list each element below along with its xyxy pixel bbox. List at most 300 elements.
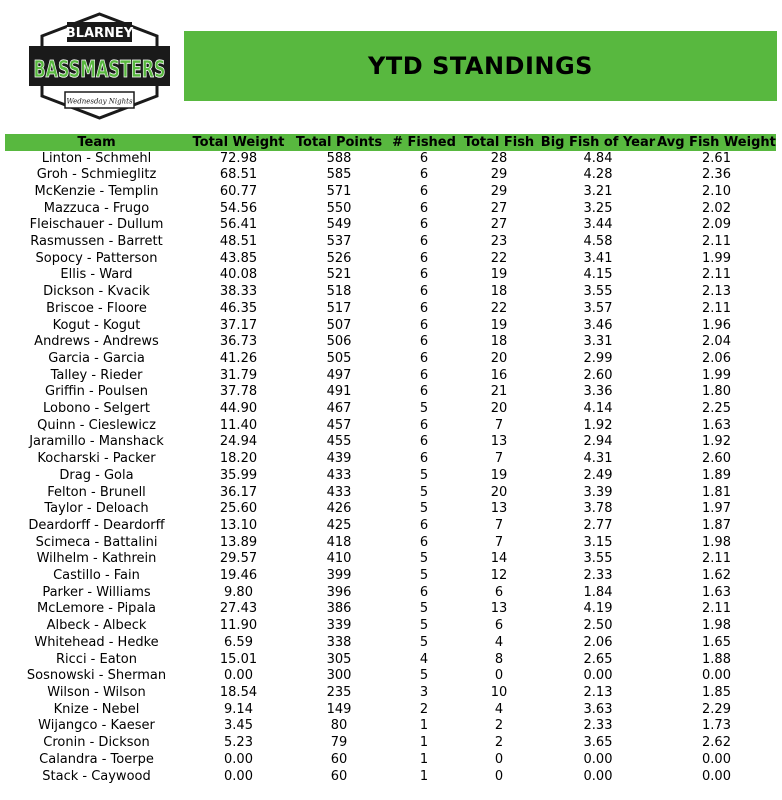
- cell-big-fish: 3.15: [583, 534, 613, 550]
- cell-avg-fish-weight: 1.73: [702, 718, 731, 734]
- cell-team: Griffin - Poulsen: [45, 384, 148, 400]
- cell-big-fish: 4.14: [583, 401, 613, 417]
- cell-avg-fish-weight: 2.11: [702, 551, 731, 567]
- cell-team: Linton - Schmehl: [41, 150, 152, 166]
- table-row: [5, 652, 776, 669]
- cell-avg-fish-weight: 2.29: [702, 701, 731, 717]
- cell-big-fish: 3.21: [583, 183, 613, 199]
- cell-num-fished: 6: [419, 434, 429, 450]
- cell-total-fish: 22: [490, 300, 508, 316]
- table-row: [5, 702, 776, 719]
- header-avg-fish-weight: Avg Fish Weight: [657, 134, 776, 150]
- cell-total-fish: 20: [490, 401, 508, 417]
- cell-total-fish: 19: [490, 267, 508, 283]
- cell-total-points: 491: [326, 384, 352, 400]
- cell-total-points: 79: [330, 735, 348, 751]
- cell-total-points: 526: [326, 250, 352, 266]
- cell-total-points: 149: [326, 701, 352, 717]
- cell-total-fish: 7: [494, 417, 504, 433]
- cell-total-fish: 18: [490, 284, 508, 300]
- cell-num-fished: 6: [419, 234, 429, 250]
- cell-total-weight: 5.23: [224, 735, 253, 751]
- cell-team: McLemore - Pipala: [37, 601, 156, 617]
- table-row: [5, 551, 776, 568]
- cell-num-fished: 6: [419, 384, 429, 400]
- cell-avg-fish-weight: 1.85: [702, 685, 731, 700]
- cell-big-fish: 4.28: [583, 167, 613, 183]
- table-row: [5, 267, 776, 284]
- cell-team: Deardorff - Deardorff: [28, 517, 165, 533]
- cell-team: Whitehead - Hedke: [34, 634, 159, 650]
- cell-total-weight: 40.08: [219, 267, 258, 283]
- cell-total-points: 300: [326, 668, 352, 684]
- cell-avg-fish-weight: 1.99: [702, 250, 731, 266]
- cell-avg-fish-weight: 1.98: [702, 618, 731, 634]
- cell-total-points: 60: [330, 768, 348, 784]
- cell-total-weight: 13.89: [219, 534, 258, 550]
- cell-num-fished: 6: [419, 417, 429, 433]
- cell-num-fished: 6: [419, 200, 429, 216]
- cell-num-fished: 6: [419, 517, 429, 533]
- cell-avg-fish-weight: 2.11: [702, 234, 731, 250]
- table-row: [5, 718, 776, 735]
- standings-table: [5, 134, 776, 785]
- cell-total-fish: 2: [494, 718, 504, 734]
- cell-big-fish: 3.25: [583, 200, 613, 216]
- cell-team: Calandra - Toerpe: [39, 751, 154, 767]
- cell-total-points: 517: [326, 300, 352, 316]
- cell-total-points: 418: [326, 534, 352, 550]
- table-row: [5, 735, 776, 752]
- cell-total-points: 426: [326, 501, 352, 517]
- cell-big-fish: 3.39: [583, 484, 613, 500]
- cell-total-weight: 43.85: [219, 250, 258, 266]
- table-row: [5, 334, 776, 351]
- cell-num-fished: 1: [419, 718, 429, 734]
- cell-total-points: 588: [326, 150, 352, 166]
- table-row: [5, 468, 776, 485]
- cell-big-fish: 3.31: [583, 334, 613, 350]
- cell-total-fish: 0: [494, 751, 504, 767]
- cell-avg-fish-weight: 2.11: [702, 300, 731, 316]
- cell-team: Taylor - Deloach: [44, 501, 149, 517]
- cell-team: Talley - Rieder: [50, 367, 143, 383]
- cell-total-points: 386: [326, 601, 352, 617]
- cell-total-points: 521: [326, 267, 352, 283]
- cell-team: Garcia - Garcia: [48, 350, 145, 366]
- cell-team: Andrews - Andrews: [34, 334, 159, 350]
- table-row: [5, 284, 776, 301]
- cell-num-fished: 6: [419, 183, 429, 199]
- cell-total-fish: 10: [490, 685, 508, 700]
- cell-team: Cronin - Dickson: [43, 735, 150, 751]
- cell-num-fished: 5: [419, 501, 429, 517]
- cell-avg-fish-weight: 1.62: [702, 568, 731, 584]
- cell-avg-fish-weight: 1.99: [702, 367, 731, 383]
- cell-big-fish: 2.33: [583, 718, 613, 734]
- table-row: [5, 401, 776, 418]
- logo-main-text: BASSMASTERS: [33, 57, 166, 83]
- cell-total-points: 505: [326, 350, 352, 366]
- cell-avg-fish-weight: 2.11: [702, 267, 731, 283]
- cell-avg-fish-weight: 2.09: [702, 217, 731, 233]
- cell-big-fish: 3.36: [583, 384, 613, 400]
- cell-team: Sopocy - Patterson: [35, 250, 158, 266]
- cell-total-weight: 36.17: [219, 484, 258, 500]
- cell-avg-fish-weight: 1.89: [702, 467, 731, 483]
- cell-total-points: 396: [326, 584, 352, 600]
- cell-big-fish: 2.33: [583, 568, 613, 584]
- cell-total-weight: 0.00: [224, 751, 253, 767]
- table-row: [5, 234, 776, 251]
- cell-big-fish: 4.58: [583, 234, 613, 250]
- cell-avg-fish-weight: 1.63: [702, 584, 731, 600]
- cell-total-points: 410: [326, 551, 352, 567]
- cell-team: Wilhelm - Kathrein: [36, 551, 157, 567]
- cell-num-fished: 6: [419, 584, 429, 600]
- table-row: [5, 251, 776, 268]
- header-team: Team: [5, 134, 188, 151]
- cell-num-fished: 5: [419, 601, 429, 617]
- table-row: [5, 501, 776, 518]
- cell-team: Wilson - Wilson: [47, 685, 146, 700]
- cell-total-points: 457: [326, 417, 352, 433]
- table-row: [5, 752, 776, 769]
- cell-team: Ricci - Eaton: [56, 651, 137, 667]
- cell-total-points: 305: [326, 651, 352, 667]
- cell-big-fish: 3.46: [583, 317, 613, 333]
- cell-team: Parker - Williams: [42, 584, 151, 600]
- table-row: [5, 518, 776, 535]
- cell-total-fish: 7: [494, 517, 504, 533]
- standings-body: [5, 151, 776, 786]
- cell-big-fish: 3.55: [583, 551, 613, 567]
- cell-total-fish: 4: [494, 634, 504, 650]
- cell-num-fished: 6: [419, 284, 429, 300]
- cell-team: Scimeca - Battalini: [35, 534, 158, 550]
- table-row: [5, 568, 776, 585]
- cell-total-weight: 11.40: [219, 417, 258, 433]
- cell-big-fish: 1.84: [583, 584, 613, 600]
- cell-num-fished: 6: [419, 150, 429, 166]
- cell-team: Rasmussen - Barrett: [30, 234, 163, 250]
- cell-total-fish: 7: [494, 451, 504, 467]
- cell-avg-fish-weight: 1.88: [702, 651, 731, 667]
- cell-avg-fish-weight: 2.11: [702, 601, 731, 617]
- cell-total-weight: 15.01: [219, 651, 258, 667]
- cell-avg-fish-weight: 1.81: [702, 484, 731, 500]
- cell-big-fish: 3.78: [583, 501, 613, 517]
- cell-big-fish: 3.57: [583, 300, 613, 316]
- cell-total-points: 455: [326, 434, 352, 450]
- cell-total-points: 338: [326, 634, 352, 650]
- cell-big-fish: 2.13: [583, 685, 613, 700]
- header-total-points: Total Points: [289, 134, 389, 151]
- cell-avg-fish-weight: 2.61: [702, 150, 731, 166]
- cell-total-fish: 29: [490, 183, 508, 199]
- cell-team: Groh - Schmieglitz: [36, 167, 157, 183]
- cell-num-fished: 6: [419, 350, 429, 366]
- cell-total-fish: 6: [494, 618, 504, 634]
- cell-total-weight: 46.35: [219, 300, 258, 316]
- cell-num-fished: 5: [419, 467, 429, 483]
- cell-num-fished: 5: [419, 634, 429, 650]
- cell-total-fish: 12: [490, 568, 508, 584]
- cell-total-fish: 22: [490, 250, 508, 266]
- cell-total-points: 549: [326, 217, 352, 233]
- cell-total-points: 60: [330, 751, 348, 767]
- cell-total-points: 497: [326, 367, 352, 383]
- cell-total-points: 235: [326, 685, 352, 700]
- cell-num-fished: 1: [419, 751, 429, 767]
- cell-big-fish: 4.31: [583, 451, 613, 467]
- cell-total-points: 433: [326, 467, 352, 483]
- cell-total-weight: 27.43: [219, 601, 258, 617]
- cell-avg-fish-weight: 2.06: [702, 350, 731, 366]
- cell-avg-fish-weight: 2.10: [702, 183, 731, 199]
- table-row: [5, 434, 776, 451]
- cell-total-fish: 8: [494, 651, 504, 667]
- cell-avg-fish-weight: 1.96: [702, 317, 731, 333]
- cell-num-fished: 1: [419, 768, 429, 784]
- cell-total-points: 537: [326, 234, 352, 250]
- cell-team: Kocharski - Packer: [37, 451, 156, 467]
- cell-big-fish: 2.65: [583, 651, 613, 667]
- cell-total-points: 399: [326, 568, 352, 584]
- cell-total-weight: 35.99: [219, 467, 258, 483]
- cell-total-fish: 23: [490, 234, 508, 250]
- table-row: [5, 618, 776, 635]
- cell-num-fished: 6: [419, 217, 429, 233]
- cell-team: Dickson - Kvacik: [43, 284, 150, 300]
- cell-big-fish: 2.77: [583, 517, 613, 533]
- cell-total-weight: 24.94: [219, 434, 258, 450]
- cell-team: Castillo - Fain: [53, 568, 140, 584]
- cell-team: Wijangco - Kaeser: [38, 718, 155, 734]
- cell-avg-fish-weight: 0.00: [702, 668, 731, 684]
- cell-num-fished: 5: [419, 668, 429, 684]
- cell-total-points: 571: [326, 183, 352, 199]
- cell-big-fish: 2.49: [583, 467, 613, 483]
- cell-team: Drag - Gola: [59, 467, 134, 483]
- cell-num-fished: 5: [419, 551, 429, 567]
- cell-num-fished: 5: [419, 568, 429, 584]
- cell-total-points: 439: [326, 451, 352, 467]
- cell-avg-fish-weight: 0.00: [702, 768, 731, 784]
- cell-total-weight: 37.17: [219, 317, 258, 333]
- cell-big-fish: 2.06: [583, 634, 613, 650]
- cell-big-fish: 0.00: [583, 768, 613, 784]
- cell-total-weight: 9.80: [224, 584, 253, 600]
- table-row: [5, 318, 776, 335]
- cell-total-weight: 9.14: [224, 701, 253, 717]
- cell-team: Ellis - Ward: [60, 267, 133, 283]
- header-num-fished: # Fished: [389, 134, 459, 151]
- cell-total-points: 425: [326, 517, 352, 533]
- cell-total-points: 507: [326, 317, 352, 333]
- cell-avg-fish-weight: 2.62: [702, 735, 731, 751]
- table-row: [5, 635, 776, 652]
- league-logo: [29, 12, 170, 120]
- cell-avg-fish-weight: 2.25: [702, 401, 731, 417]
- cell-avg-fish-weight: 2.36: [702, 167, 731, 183]
- cell-total-fish: 14: [490, 551, 508, 567]
- page-title: YTD STANDINGS: [368, 52, 593, 80]
- cell-avg-fish-weight: 2.04: [702, 334, 731, 350]
- cell-team: Sosnowski - Sherman: [26, 668, 167, 684]
- cell-avg-fish-weight: 1.87: [702, 517, 731, 533]
- cell-avg-fish-weight: 1.65: [702, 634, 731, 650]
- cell-big-fish: 3.44: [583, 217, 613, 233]
- cell-avg-fish-weight: 1.92: [702, 434, 731, 450]
- cell-team: Fleischauer - Dullum: [29, 217, 164, 233]
- table-row: [5, 351, 776, 368]
- title-banner: [184, 31, 777, 101]
- cell-total-fish: 7: [494, 534, 504, 550]
- cell-total-points: 550: [326, 200, 352, 216]
- cell-total-fish: 6: [494, 584, 504, 600]
- cell-total-weight: 31.79: [219, 367, 258, 383]
- cell-big-fish: 2.50: [583, 618, 613, 634]
- cell-big-fish: 4.19: [583, 601, 613, 617]
- cell-num-fished: 6: [419, 267, 429, 283]
- cell-total-weight: 60.77: [219, 183, 258, 199]
- cell-total-fish: 19: [490, 317, 508, 333]
- cell-team: McKenzie - Templin: [34, 183, 159, 199]
- cell-total-weight: 18.20: [219, 451, 258, 467]
- cell-avg-fish-weight: 1.63: [702, 417, 731, 433]
- cell-avg-fish-weight: 1.80: [702, 384, 731, 400]
- cell-total-fish: 20: [490, 484, 508, 500]
- table-row: [5, 601, 776, 618]
- cell-total-weight: 11.90: [219, 618, 258, 634]
- table-row: [5, 184, 776, 201]
- cell-big-fish: 1.92: [583, 417, 613, 433]
- cell-num-fished: 1: [419, 735, 429, 751]
- cell-num-fished: 5: [419, 484, 429, 500]
- header-total-weight: Total Weight: [188, 134, 289, 151]
- cell-total-fish: 13: [490, 501, 508, 517]
- header-total-fish: Total Fish: [459, 134, 539, 151]
- logo-top-text: BLARNEY: [65, 26, 134, 41]
- cell-avg-fish-weight: 1.97: [702, 501, 731, 517]
- cell-big-fish: 4.15: [583, 267, 613, 283]
- cell-total-weight: 41.26: [219, 350, 258, 366]
- table-row: [5, 585, 776, 602]
- cell-total-fish: 28: [490, 150, 508, 166]
- cell-total-weight: 6.59: [224, 634, 253, 650]
- cell-team: Lobono - Selgert: [43, 401, 150, 417]
- cell-total-points: 506: [326, 334, 352, 350]
- cell-total-points: 80: [330, 718, 348, 734]
- cell-big-fish: 2.99: [583, 350, 613, 366]
- cell-team: Kogut - Kogut: [52, 317, 141, 333]
- cell-total-fish: 0: [494, 768, 504, 784]
- table-row: [5, 451, 776, 468]
- table-row: [5, 485, 776, 502]
- cell-avg-fish-weight: 2.02: [702, 200, 731, 216]
- table-row: [5, 535, 776, 552]
- cell-total-points: 467: [326, 401, 352, 417]
- cell-avg-fish-weight: 1.98: [702, 534, 731, 550]
- cell-total-weight: 3.45: [224, 718, 253, 734]
- cell-team: Felton - Brunell: [47, 484, 146, 500]
- cell-num-fished: 6: [419, 250, 429, 266]
- table-header-row: [5, 134, 776, 151]
- cell-avg-fish-weight: 2.13: [702, 284, 731, 300]
- cell-num-fished: 6: [419, 167, 429, 183]
- cell-team: Briscoe - Floore: [46, 300, 147, 316]
- cell-big-fish: 0.00: [583, 751, 613, 767]
- cell-avg-fish-weight: 0.00: [702, 751, 731, 767]
- cell-big-fish: 3.55: [583, 284, 613, 300]
- cell-num-fished: 5: [419, 618, 429, 634]
- table-row: [5, 201, 776, 218]
- cell-big-fish: 2.60: [583, 367, 613, 383]
- cell-team: Albeck - Albeck: [46, 618, 147, 634]
- cell-big-fish: 4.84: [583, 150, 613, 166]
- cell-total-weight: 38.33: [219, 284, 258, 300]
- table-row: [5, 151, 776, 168]
- cell-total-fish: 29: [490, 167, 508, 183]
- header-big-fish: Big Fish of Year: [540, 134, 656, 150]
- cell-big-fish: 3.65: [583, 735, 613, 751]
- table-row: [5, 668, 776, 685]
- cell-total-fish: 4: [494, 701, 504, 717]
- cell-big-fish: 2.94: [583, 434, 613, 450]
- cell-num-fished: 6: [419, 367, 429, 383]
- cell-total-fish: 13: [490, 601, 508, 617]
- table-row: [5, 418, 776, 435]
- cell-num-fished: 3: [419, 685, 429, 700]
- table-row: [5, 769, 776, 786]
- table-row: [5, 685, 776, 702]
- cell-total-fish: 13: [490, 434, 508, 450]
- table-row: [5, 301, 776, 318]
- logo-tagline: Wednesday Nights: [66, 97, 133, 106]
- cell-total-weight: 25.60: [219, 501, 258, 517]
- cell-total-weight: 0.00: [224, 668, 253, 684]
- cell-total-fish: 2: [494, 735, 504, 751]
- cell-total-weight: 13.10: [219, 517, 258, 533]
- cell-total-fish: 21: [490, 384, 508, 400]
- cell-team: Knize - Nebel: [53, 701, 140, 717]
- cell-total-weight: 72.98: [219, 150, 258, 166]
- cell-total-points: 433: [326, 484, 352, 500]
- cell-total-points: 585: [326, 167, 352, 183]
- cell-total-fish: 0: [494, 668, 504, 684]
- table-row: [5, 167, 776, 184]
- cell-big-fish: 3.63: [583, 701, 613, 717]
- cell-total-weight: 44.90: [219, 401, 258, 417]
- cell-num-fished: 6: [419, 334, 429, 350]
- cell-team: Stack - Caywood: [42, 768, 151, 784]
- cell-num-fished: 6: [419, 534, 429, 550]
- cell-total-weight: 29.57: [219, 551, 258, 567]
- cell-total-fish: 18: [490, 334, 508, 350]
- table-row: [5, 368, 776, 385]
- cell-num-fished: 4: [419, 651, 429, 667]
- cell-num-fished: 2: [419, 701, 429, 717]
- cell-total-weight: 54.56: [219, 200, 258, 216]
- cell-avg-fish-weight: 2.60: [702, 451, 731, 467]
- cell-total-fish: 19: [490, 467, 508, 483]
- cell-big-fish: 3.41: [583, 250, 613, 266]
- cell-big-fish: 0.00: [583, 668, 613, 684]
- cell-total-weight: 36.73: [219, 334, 258, 350]
- cell-total-weight: 0.00: [224, 768, 253, 784]
- cell-total-weight: 37.78: [219, 384, 258, 400]
